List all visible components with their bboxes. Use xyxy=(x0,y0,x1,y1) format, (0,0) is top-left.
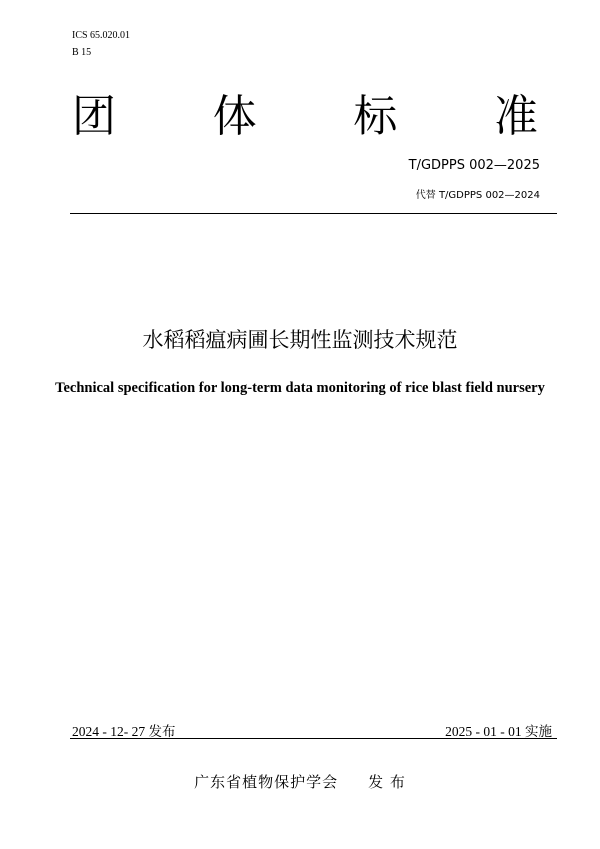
title-english: Technical specification for long-term data monitoring of rice blast field nursery xyxy=(55,380,545,396)
ics-code: ICS 65.020.01 xyxy=(72,30,131,41)
publish-action: 发 布 xyxy=(368,773,406,791)
title-chinese: 水稻稻瘟病圃长期性监测技术规范 xyxy=(142,328,458,352)
standard-type-heading xyxy=(72,86,538,148)
top-divider xyxy=(70,213,557,214)
implementation-date: 2025 - 01 - 01 实施 xyxy=(445,724,552,739)
standard-type-char: 准 xyxy=(493,91,538,142)
standard-type-char: 标 xyxy=(353,91,398,142)
standard-type-char: 体 xyxy=(212,91,257,142)
standard-number: T/GDPPS 002—2025 xyxy=(408,158,540,173)
classification-code: B 15 xyxy=(72,47,92,58)
publisher-line xyxy=(0,771,600,792)
publisher-name: 广东省植物保护学会 xyxy=(194,773,339,791)
standard-type-char: 团 xyxy=(72,91,116,142)
replaces-standard: 代替 T/GDPPS 002—2024 xyxy=(415,190,540,201)
issue-date: 2024 - 12- 27 发布 xyxy=(72,724,176,739)
bottom-divider xyxy=(70,738,557,739)
